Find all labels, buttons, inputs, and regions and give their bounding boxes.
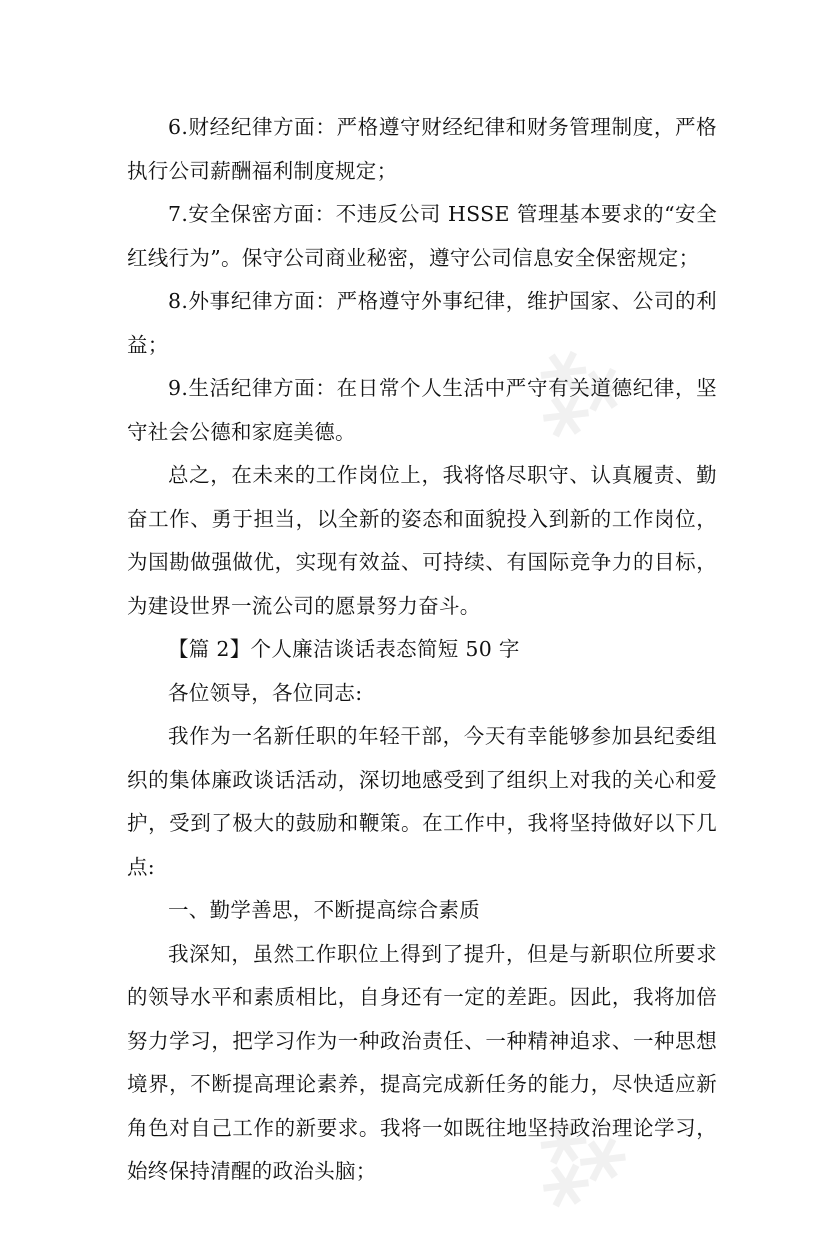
greeting: 各位领导，各位同志: — [168, 680, 363, 705]
paragraph-study: 我深知，虽然工作职位上得到了提升，但是与新职位所要求的领导水平和素质相比，自身还有一定的差距。因此，我将加倍努力学习，把学习作为一种政治责任、一种精神追求、一种思想境界，不断提高理论素养，提高完成新任务的能力，尽快适应新角色对自己工作的新要求。我将一如既往地坚持政治理论学习，始终保持清醒的政治头脑； — [127, 941, 717, 1183]
paragraph-finance-discipline: 6.财经纪律方面：严格遵守财经纪律和财务管理制度，严格执行公司薪酬福利制度规定； — [127, 115, 717, 183]
watermark-icon: ⁂ — [509, 322, 645, 462]
paragraph-life-discipline: 9.生活纪律方面：在日常个人生活中严守有关道德纪律，坚守社会公德和家庭美德。 — [127, 376, 717, 444]
document-body — [127, 106, 717, 1194]
paragraph-conclusion: 总之，在未来的工作岗位上，我将恪尽职守、认真履责、勤奋工作、勇于担当，以全新的姿态和面貌投入到新的工作岗位，为国勘做强做优，实现有效益、可持续、有国际竞争力的目标，为建设世界一流公司的愿景努力奋斗。 — [127, 463, 717, 618]
subheading-study: 一、勤学善思，不断提高综合素质 — [168, 898, 480, 922]
watermark-icon: ⁂ — [509, 1092, 645, 1232]
paragraph-intro: 我作为一名新任职的年轻干部，今天有幸能够参加县纪委组织的集体廉政谈话活动，深切地感受到了组织上对我的关心和爱护，受到了极大的鼓励和鞭策。在工作中，我将坚持做好以下几点: — [127, 724, 717, 879]
paragraph-security-confidentiality: 7.安全保密方面：不违反公司 HSSE 管理基本要求的“安全红线行为”。保守公司商业秘密，遵守公司信息安全保密规定； — [127, 202, 717, 270]
paragraph-foreign-affairs: 8.外事纪律方面：严格遵守外事纪律，维护国家、公司的利益； — [127, 289, 717, 357]
section-heading: 【篇 2】个人廉洁谈话表态简短 50 字 — [168, 637, 520, 661]
